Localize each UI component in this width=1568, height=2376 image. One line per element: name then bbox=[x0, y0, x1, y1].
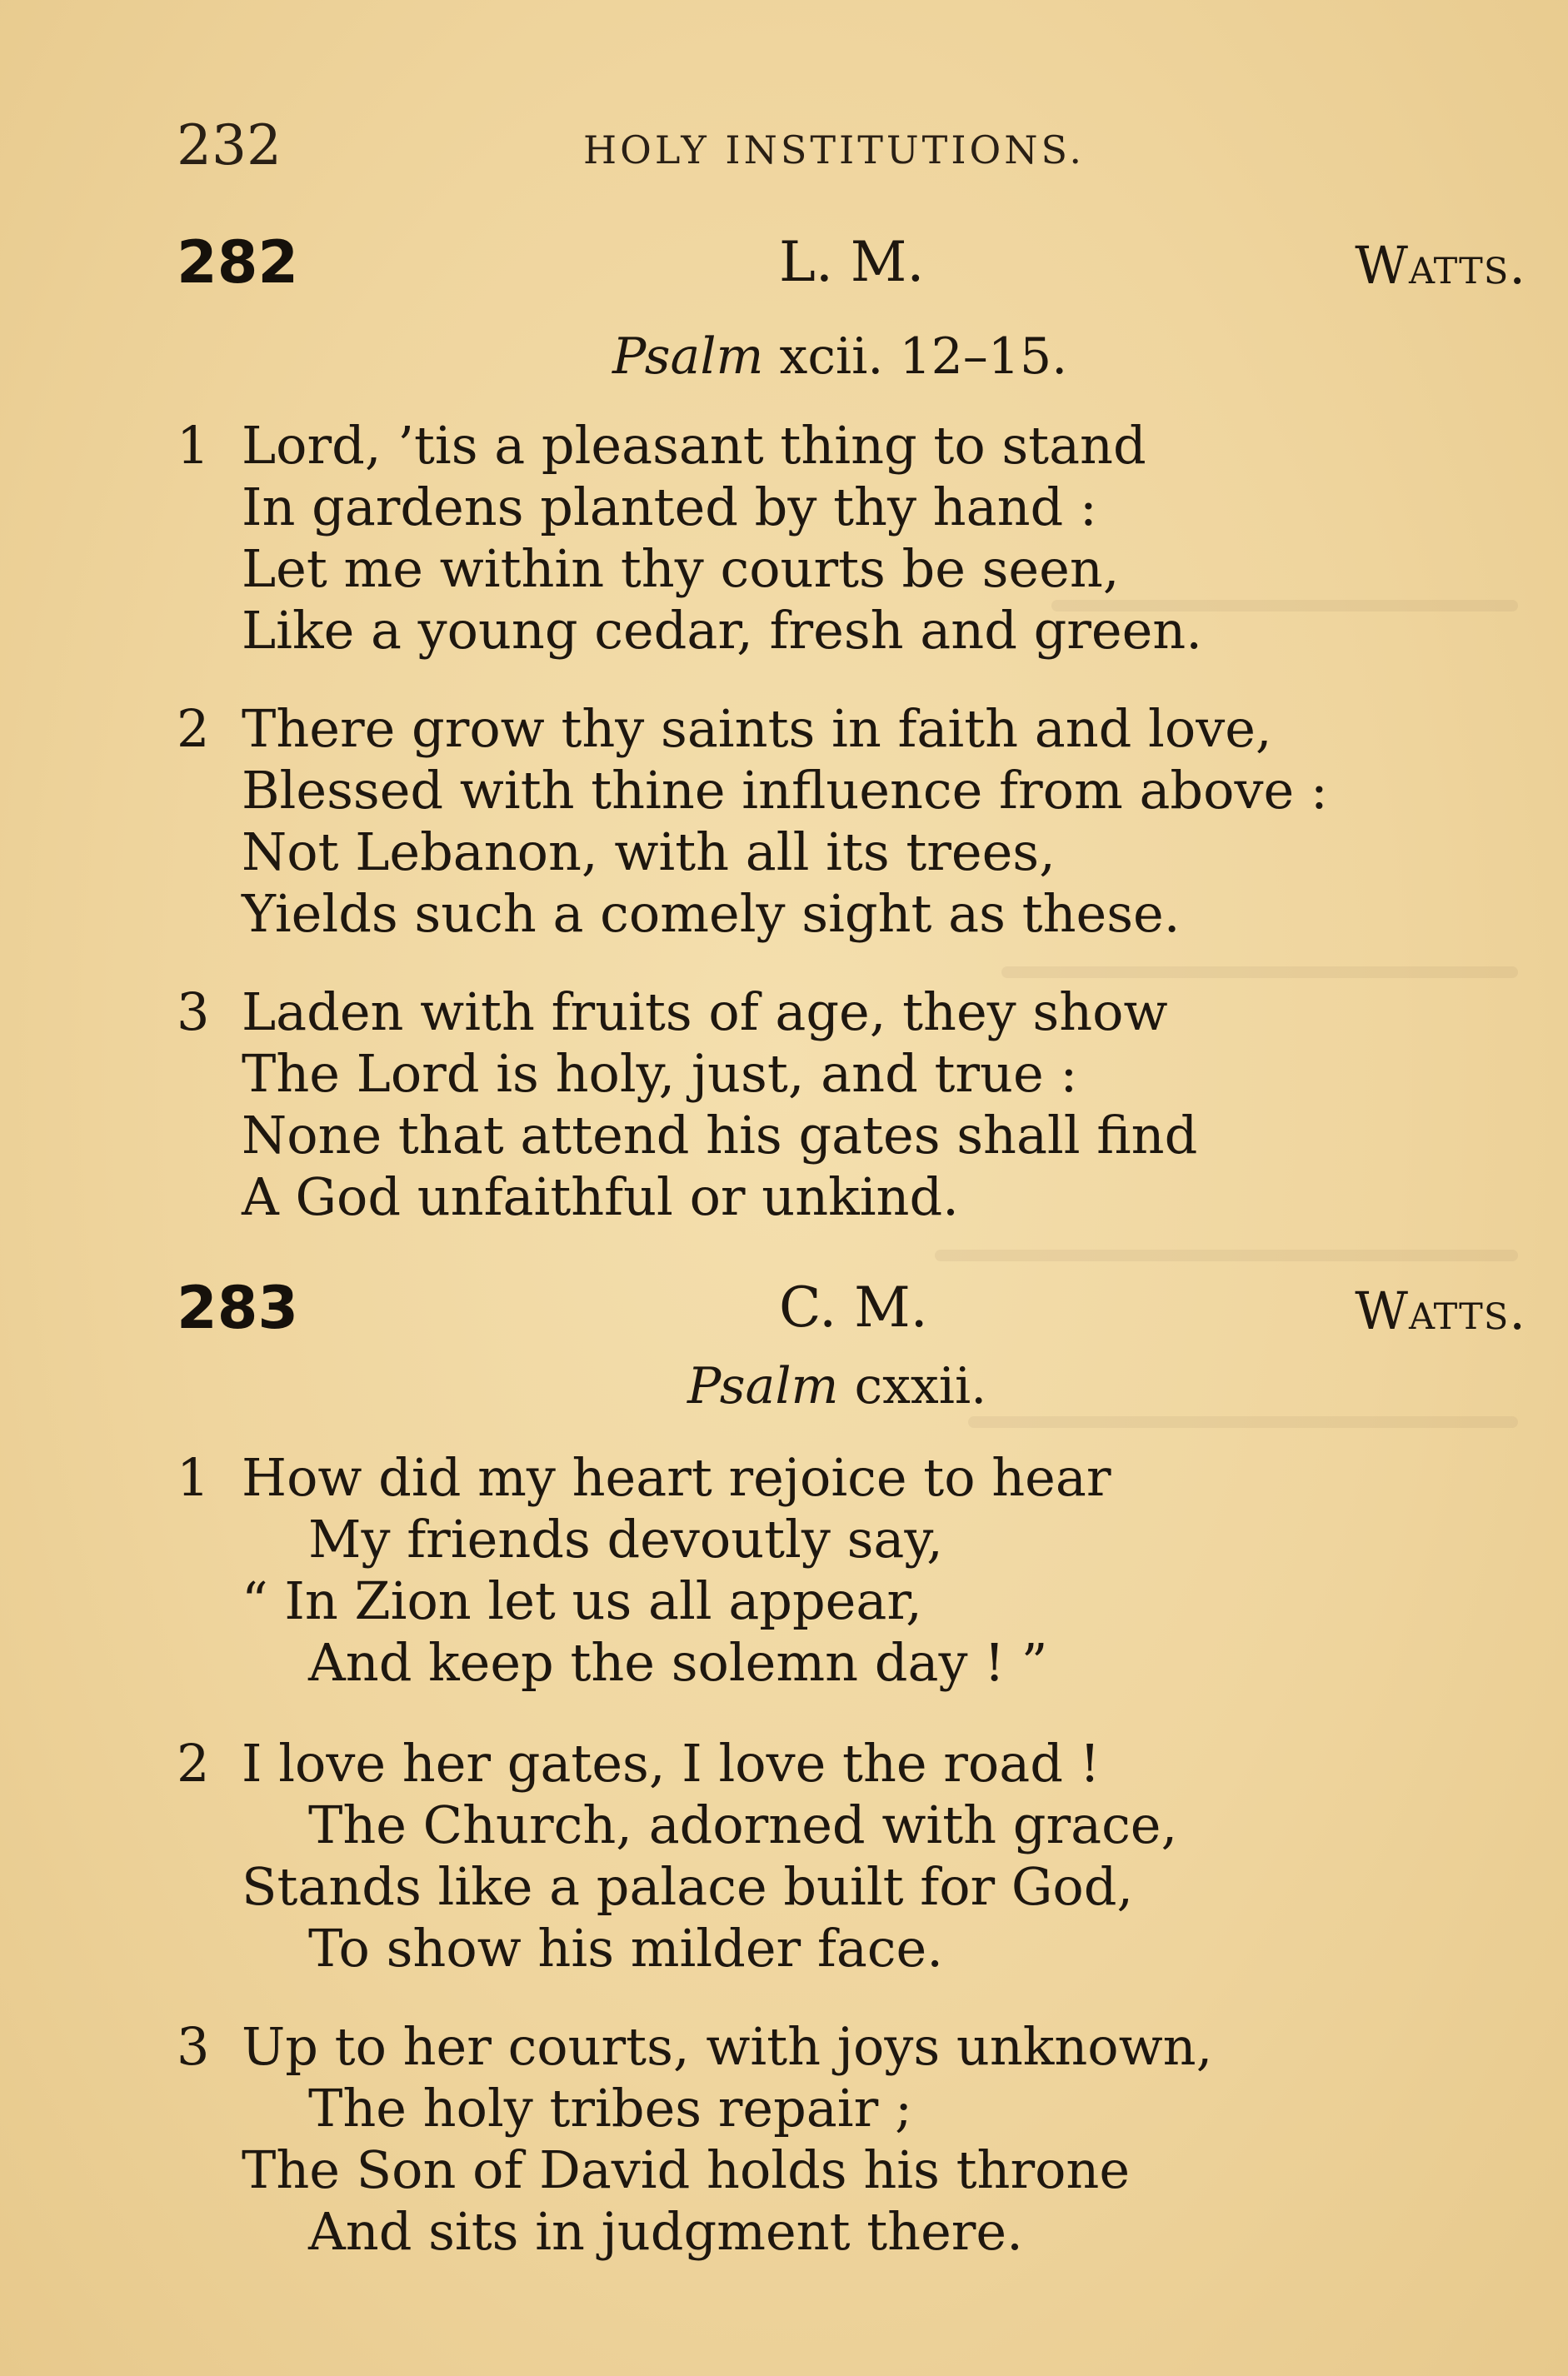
verse-line: Stands like a palace built for God, bbox=[242, 1856, 1134, 1917]
verse-line: And keep the solemn day ! ” bbox=[308, 1632, 1048, 1693]
stanza-lines bbox=[242, 698, 1328, 945]
page-number: 232 bbox=[177, 113, 282, 177]
source-reference: cxxii. bbox=[854, 1357, 987, 1415]
source-book: Psalm bbox=[612, 327, 764, 386]
bleed-through-mark bbox=[1001, 966, 1518, 978]
verse-line: There grow thy saints in faith and love, bbox=[242, 698, 1272, 759]
verse-line: And sits in judgment there. bbox=[308, 2201, 1023, 2262]
verse-line: Blessed with thine influence from above : bbox=[242, 760, 1328, 821]
verse-line: Not Lebanon, with all its trees, bbox=[242, 821, 1056, 882]
verse-line: How did my heart rejoice to hear bbox=[242, 1447, 1111, 1508]
verse-number: 2 bbox=[177, 1733, 210, 1794]
source-reference: xcii. 12–15. bbox=[779, 327, 1068, 386]
verse-line: I love her gates, I love the road ! bbox=[242, 1733, 1101, 1794]
verse-line: Yields such a comely sight as these. bbox=[242, 883, 1181, 944]
hymn-header bbox=[0, 221, 1568, 304]
stanza-lines bbox=[242, 1733, 1177, 1979]
verse-line: In gardens planted by thy hand : bbox=[242, 477, 1097, 537]
hymn-author: Watts. bbox=[1355, 1280, 1526, 1341]
hymn-number: 283 bbox=[177, 1274, 299, 1342]
hymn-source bbox=[0, 323, 1568, 390]
verse-line: A God unfaithful or unkind. bbox=[242, 1166, 959, 1227]
stanza-lines bbox=[242, 981, 1197, 1228]
stanza-lines bbox=[242, 2016, 1212, 2263]
verse-number: 1 bbox=[177, 415, 210, 476]
bleed-through-mark bbox=[935, 1250, 1518, 1261]
verse-number: 3 bbox=[177, 2016, 210, 2077]
hymn-meter: L. M. bbox=[779, 230, 925, 294]
verse-number: 3 bbox=[177, 981, 210, 1042]
hymn-number: 282 bbox=[177, 228, 299, 297]
verse-line: My friends devoutly say, bbox=[308, 1509, 943, 1570]
verse-line: The Church, adorned with grace, bbox=[308, 1794, 1178, 1855]
verse-line: The Lord is holy, just, and true : bbox=[242, 1043, 1078, 1104]
verse-line: Up to her courts, with joys unknown, bbox=[242, 2016, 1213, 2077]
verse-line: None that attend his gates shall find bbox=[242, 1105, 1198, 1166]
verse-line: Like a young cedar, fresh and green. bbox=[242, 600, 1202, 661]
verse-line: Let me within thy courts be seen, bbox=[242, 538, 1120, 599]
verse-line: The Son of David holds his throne bbox=[242, 2139, 1131, 2200]
stanza-lines bbox=[242, 415, 1202, 661]
source-book: Psalm bbox=[687, 1357, 839, 1415]
hymn-header bbox=[0, 1266, 1568, 1350]
verse-line: Laden with fruits of age, they show bbox=[242, 981, 1168, 1042]
verse-line: The holy tribes repair ; bbox=[308, 2078, 912, 2139]
running-head bbox=[0, 108, 1568, 183]
verse-number: 2 bbox=[177, 698, 210, 759]
running-title: HOLY INSTITUTIONS. bbox=[583, 127, 1085, 172]
hymn-source bbox=[0, 1353, 1568, 1420]
verse-line: Lord, ’tis a pleasant thing to stand bbox=[242, 415, 1146, 476]
hymn-author: Watts. bbox=[1355, 235, 1526, 296]
stanza-lines bbox=[242, 1447, 1111, 1694]
verse-line: “ In Zion let us all appear, bbox=[242, 1570, 922, 1631]
verse-line: To show his milder face. bbox=[308, 1918, 943, 1979]
verse-number: 1 bbox=[177, 1447, 210, 1508]
hymn-meter: C. M. bbox=[779, 1275, 928, 1340]
